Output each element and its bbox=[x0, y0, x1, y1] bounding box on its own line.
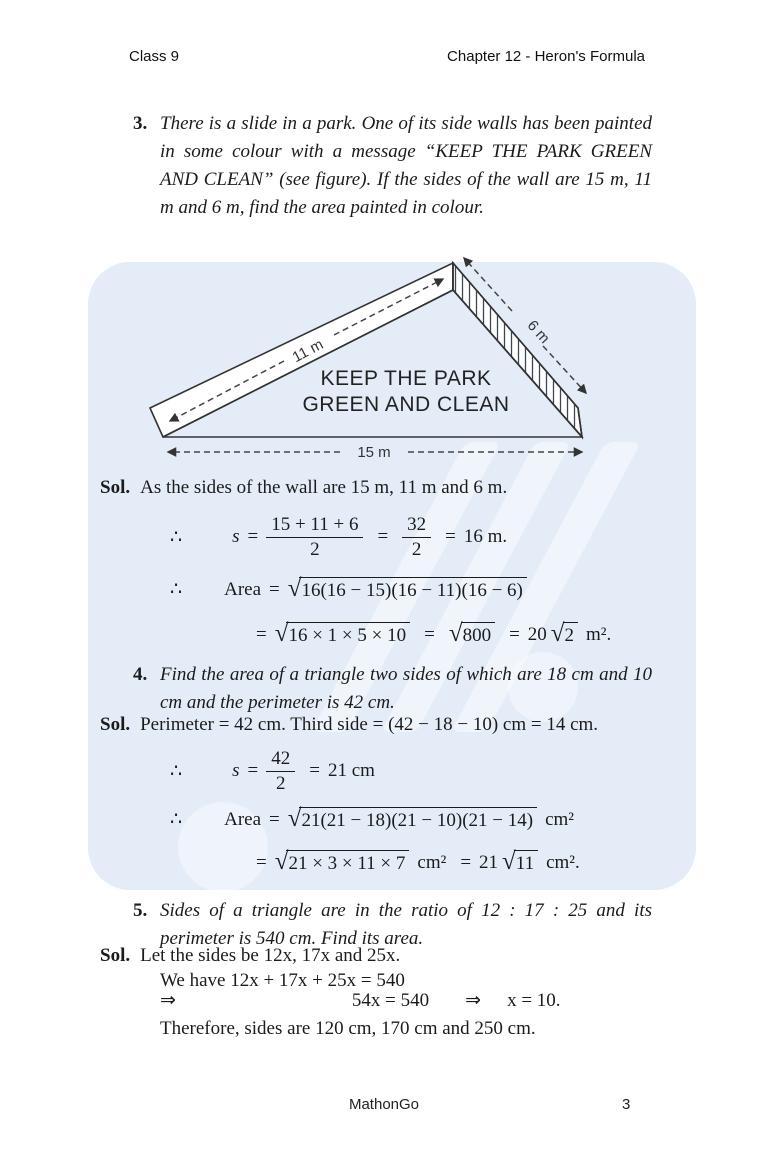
equals-sign: = bbox=[377, 526, 389, 548]
equals-sign: = bbox=[269, 578, 280, 600]
equals-sign: = bbox=[460, 851, 472, 873]
sol5-line1-text: Let the sides be 12x, 17x and 25x. bbox=[140, 945, 401, 966]
s-variable: s bbox=[232, 526, 240, 548]
equals-sign: = bbox=[247, 526, 259, 548]
footer-page-number: 3 bbox=[622, 1096, 631, 1113]
fraction-denominator: 2 bbox=[310, 538, 320, 560]
sol5-label: Sol. bbox=[100, 945, 131, 966]
equals-sign: = bbox=[309, 760, 320, 782]
radicand: 800 bbox=[461, 622, 496, 647]
question-3 bbox=[133, 110, 652, 222]
radicand: 21 × 3 × 11 × 7 bbox=[286, 850, 409, 875]
equals-sign: = bbox=[256, 851, 267, 873]
radicand: 16 × 1 × 5 × 10 bbox=[286, 622, 410, 647]
fraction-denominator: 2 bbox=[411, 538, 422, 560]
sol5-line2-text: We have 12x + 17x + 25x = 540 bbox=[160, 970, 405, 991]
fraction-denominator: 2 bbox=[275, 772, 286, 794]
radical: √ 11 bbox=[502, 850, 538, 875]
sol4-intro bbox=[100, 714, 670, 736]
sol5-line4 bbox=[160, 1018, 536, 1040]
sol5-line1 bbox=[100, 945, 670, 967]
radical: √ 16(16 − 15)(16 − 11)(16 − 6) bbox=[288, 577, 527, 602]
sol3-intro-text: As the sides of the wall are 15 m, 11 m and 6 m. bbox=[140, 477, 508, 498]
area-label: Area bbox=[224, 578, 262, 600]
sol3-intro bbox=[100, 477, 660, 499]
wall-message-line1: KEEP THE PARK bbox=[320, 367, 492, 390]
dimension-label-11m: 11 m bbox=[289, 335, 327, 367]
coefficient: 21 bbox=[479, 851, 499, 873]
x-result: x = 10. bbox=[507, 989, 561, 1011]
radical: √ 21(21 − 18)(21 − 10)(21 − 14) bbox=[288, 807, 537, 832]
equals-sign: = bbox=[247, 760, 259, 782]
fraction-numerator: 42 bbox=[266, 748, 295, 772]
sol5-line4-text: Therefore, sides are 120 cm, 170 cm and 250 cm. bbox=[160, 1018, 536, 1039]
unit: cm² bbox=[417, 851, 447, 873]
implies-symbol: ⇒ bbox=[160, 990, 176, 1011]
question-4-number: 4. bbox=[133, 664, 148, 685]
slide-wall-figure bbox=[88, 240, 708, 480]
radicand: 11 bbox=[514, 850, 538, 875]
footer-brand: MathonGo bbox=[348, 1096, 420, 1113]
page-footer bbox=[0, 1096, 768, 1120]
unit: cm². bbox=[546, 851, 580, 873]
dimension-arrow-15m bbox=[168, 444, 582, 461]
sol4-area-result bbox=[256, 850, 580, 875]
dimension-label-6m: 6 m bbox=[523, 317, 554, 347]
sol3-area-equation bbox=[170, 577, 527, 602]
sol4-intro-text: Perimeter = 42 cm. Third side = (42 − 18 − 10) cm = 14 cm. bbox=[140, 714, 599, 735]
radical: √ 16 × 1 × 5 × 10 bbox=[275, 622, 410, 647]
equals-sign: = bbox=[269, 808, 280, 830]
therefore-symbol: ∴ bbox=[170, 809, 183, 830]
fraction bbox=[266, 514, 363, 561]
sol4-s-equation bbox=[170, 748, 375, 795]
therefore-symbol: ∴ bbox=[170, 526, 183, 548]
question-3-number: 3. bbox=[133, 113, 148, 134]
wall-message-line2: GREEN AND CLEAN bbox=[302, 393, 510, 416]
header-class: Class 9 bbox=[129, 48, 180, 65]
equals-sign: = bbox=[509, 623, 520, 645]
dimension-label-15m: 15 m bbox=[357, 444, 391, 461]
therefore-symbol: ∴ bbox=[170, 760, 183, 782]
sol3-label: Sol. bbox=[100, 477, 131, 498]
coefficient: 20 bbox=[527, 623, 547, 645]
s-result: 21 cm bbox=[327, 760, 375, 782]
implies-symbol: ⇒ bbox=[465, 990, 482, 1011]
radicand: 21(21 − 18)(21 − 10)(21 − 14) bbox=[299, 807, 537, 832]
s-result: 16 m. bbox=[463, 526, 508, 548]
question-5-text: Sides of a triangle are in the ratio of 12 : 17 : 25 and its perimeter is 540 cm. Find its area. bbox=[160, 900, 652, 949]
equals-sign: = bbox=[424, 623, 435, 645]
sol4-area-equation bbox=[170, 807, 574, 832]
question-5-number: 5. bbox=[133, 900, 148, 921]
sol3-area-result bbox=[256, 622, 611, 647]
radical: √ 21 × 3 × 11 × 7 bbox=[275, 850, 410, 875]
radicand: 2 bbox=[563, 622, 579, 647]
radical: √ 800 bbox=[449, 622, 495, 647]
sol4-label: Sol. bbox=[100, 714, 131, 735]
unit: cm² bbox=[545, 808, 574, 830]
unit: m². bbox=[586, 623, 612, 645]
question-4-text: Find the area of a triangle two sides of which are 18 cm and 10 cm and the perimeter is 42 cm. bbox=[160, 664, 652, 713]
area-label: Area bbox=[224, 808, 262, 830]
fraction bbox=[402, 514, 431, 561]
fraction-numerator: 32 bbox=[402, 514, 431, 538]
therefore-symbol: ∴ bbox=[170, 579, 183, 600]
equals-sign: = bbox=[445, 526, 456, 548]
page-header bbox=[129, 48, 645, 65]
sol3-s-equation bbox=[170, 514, 507, 561]
equals-sign: = bbox=[256, 623, 267, 645]
fraction bbox=[266, 748, 295, 795]
radical: √ 2 bbox=[551, 622, 578, 647]
radicand: 16(16 − 15)(16 − 11)(16 − 6) bbox=[299, 577, 526, 602]
question-3-text: There is a slide in a park. One of its side walls has been painted in some colour with a message “KEEP THE PARK GREEN AND CLEAN” (see figure). If the sides of the wall are 15 m, 11 m and 6 m, find the area painted in colour. bbox=[160, 113, 652, 218]
sol5-line3 bbox=[160, 989, 561, 1012]
question-4 bbox=[133, 661, 652, 717]
fraction-numerator: 15 + 11 + 6 bbox=[266, 514, 363, 538]
equation-54x: 54x = 540 bbox=[351, 989, 430, 1011]
s-variable: s bbox=[232, 760, 240, 782]
header-chapter: Chapter 12 - Heron's Formula bbox=[447, 48, 645, 65]
